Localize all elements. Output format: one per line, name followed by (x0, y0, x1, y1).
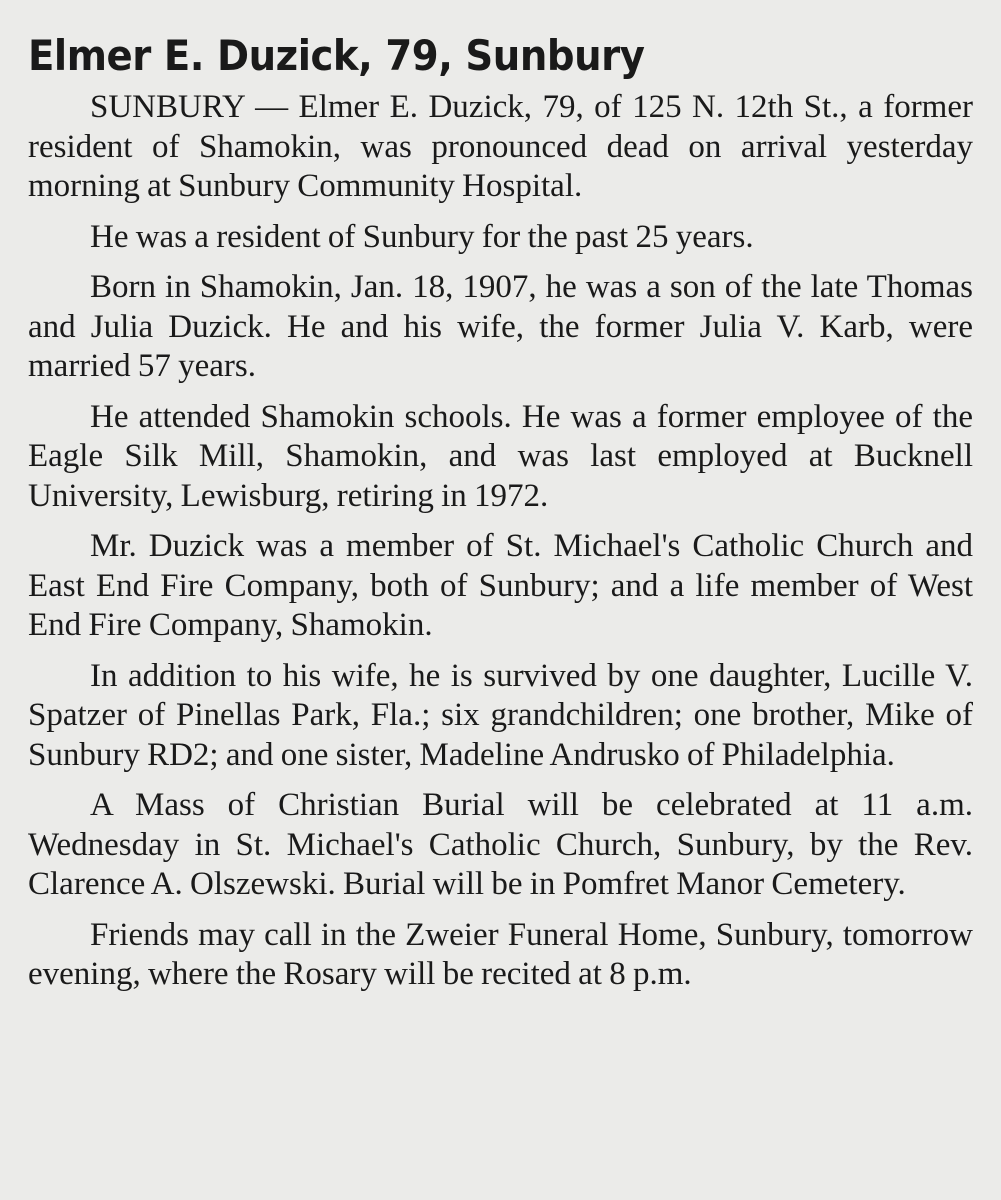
paragraph: Friends may call in the Zweier Funeral Home, Sunbury, tomorrow evening, where the Rosary will be recited at 8 p.m. (28, 916, 973, 992)
paragraph: A Mass of Christian Burial will be celebrated at 11 a.m. Wednesday in St. Michael's Catholic Church, Sunbury, by the Rev. Clarence A. Olszewski. Burial will be in Pomfret Manor Cemetery. (28, 787, 973, 902)
paragraph: Mr. Duzick was a member of St. Michael's Catholic Church and East End Fire Company, both of Sunbury; and a life member of West End Fire Company, Shamokin. (28, 528, 973, 643)
paragraph: He attended Shamokin schools. He was a former employee of the Eagle Silk Mill, Shamokin, and was last employed at Bucknell University, Lewisburg, retiring in 1972. (28, 398, 973, 514)
paragraph: Born in Shamokin, Jan. 18, 1907, he was a son of the late Thomas and Julia Duzick. He and his wife, the former Julia V. Karb, were married 57 years. (28, 269, 973, 384)
headline: Elmer E. Duzick, 79, Sunbury (28, 31, 645, 80)
paragraph: In addition to his wife, he is survived by one daughter, Lucille V. Spatzer of Pinellas Park, Fla.; six grandchildren; one brother, Mike of Sunbury RD2; and one sister, Madeline Andrusko of Philadelphia. (28, 657, 973, 773)
article-body (28, 88, 973, 995)
paragraph: SUNBURY — Elmer E. Duzick, 79, of 125 N. 12th St., a former resident of Shamokin, was pronounced dead on arrival yesterday morning at Sunbury Community Hospital. (28, 89, 973, 204)
paragraph: He was a resident of Sunbury for the past 25 years. (90, 218, 754, 255)
